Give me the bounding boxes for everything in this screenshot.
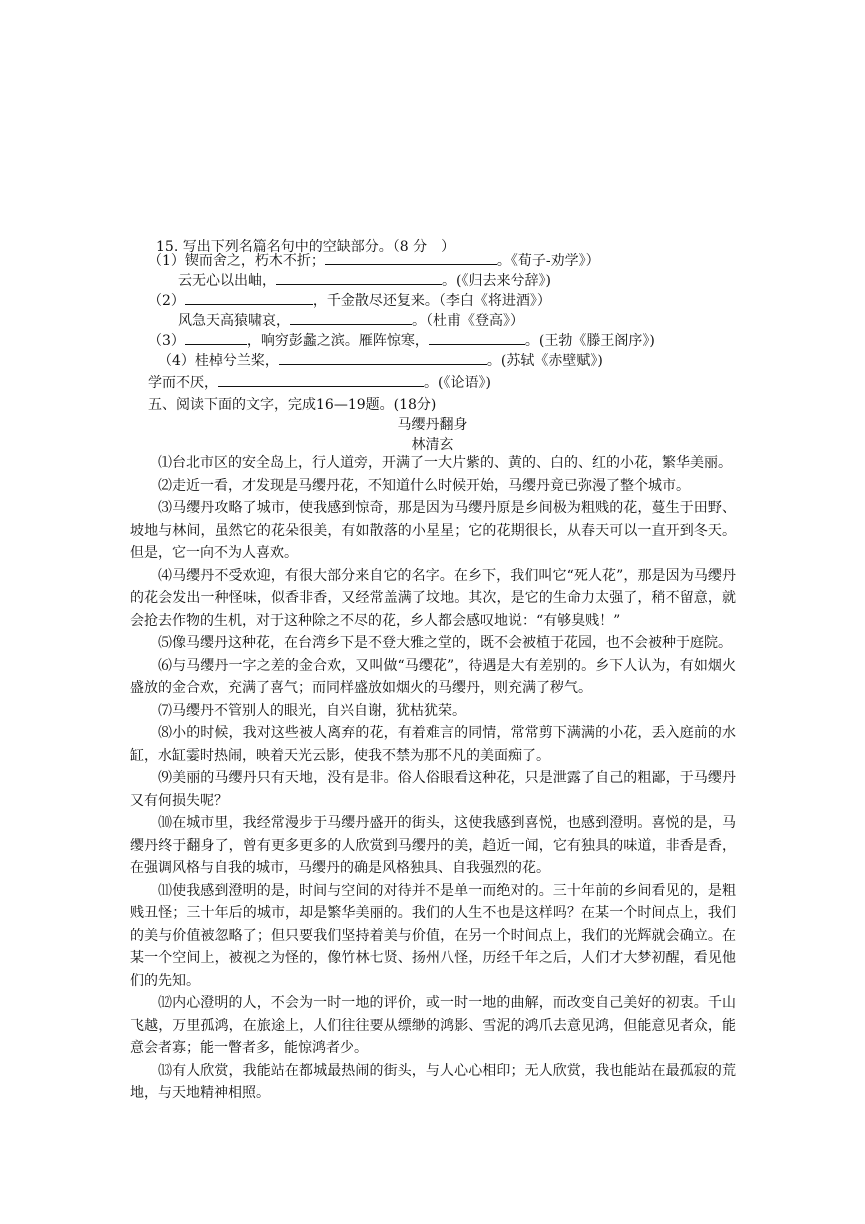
fill-item-2-prefix: 云无心以出岫， bbox=[178, 273, 276, 289]
answer-blank[interactable] bbox=[325, 250, 497, 265]
paragraph: ⑺马缨丹不管别人的眼光，自兴自谢，犹枯犹荣。 bbox=[158, 702, 466, 719]
fill-item-5-suffix: 。(王勃《滕王阁序》) bbox=[524, 333, 655, 349]
fill-item-6 bbox=[158, 350, 603, 371]
paragraph: ⑽在城市里，我经常漫步于马缨丹盛开的街头，这使我感到喜悦，也感到澄明。喜悦的是，马缨丹终于翻身了，曾有更多更多的人欣赏到马缨丹的美，趋近一闻，它有独具的味道，非香是香，在强调风格与自我的城市，马缨丹的确是风格独具、自我强烈的花。 bbox=[130, 815, 736, 876]
fill-item-4 bbox=[178, 310, 524, 331]
paragraph: ⑵走近一看，才发现是马缨丹花，不知道什么时候开始，马缨丹竟已弥漫了整个城市。 bbox=[158, 477, 690, 494]
answer-blank[interactable] bbox=[276, 270, 442, 285]
fill-item-3-prefix: （2） bbox=[148, 293, 185, 309]
paragraph: ⒀有人欣赏，我能站在都城最热闹的街头，与人心心相印；无人欣赏，我也能站在最孤寂的荒地，与天地精神相照。 bbox=[130, 1062, 736, 1101]
fill-item-1-prefix: （1）锲而舍之，朽木不折； bbox=[148, 253, 325, 269]
answer-blank[interactable] bbox=[218, 372, 424, 387]
fill-item-5-middle: ，响穷彭蠡之滨。雁阵惊寒， bbox=[246, 333, 429, 349]
paragraph: ⑾使我感到澄明的是，时间与空间的对待并不是单一而绝对的。三十年前的乡间看见的，是粗贱丑怪；三十年后的城市，却是繁华美丽的。我们的人生不也是这样吗？在某一个时间点上，我们的美与价值被忽略了；但只要我们坚持着美与价值，在另一个时间点上，我们的光辉就会确立。在某一个空间上，被视之为怪的，像竹林七贤、扬州八怪，历经千年之后，人们才大梦初醒，看见他们的先知。 bbox=[130, 882, 736, 989]
fill-item-2 bbox=[178, 270, 551, 291]
fill-item-4-prefix: 风急天高猿啸哀， bbox=[178, 313, 290, 329]
answer-blank[interactable] bbox=[429, 330, 525, 345]
fill-item-7 bbox=[148, 372, 491, 393]
fill-item-5-prefix: （3） bbox=[148, 333, 185, 349]
paragraph: ⑴台北市区的安全岛上，行人道旁，开满了一大片紫的、黄的、白的、红的小花，繁华美丽。 bbox=[158, 455, 732, 471]
answer-blank[interactable] bbox=[185, 330, 247, 345]
article-title: 马缨丹翻身 bbox=[397, 417, 468, 433]
fill-item-1-suffix: 。《荀子-劝学》） bbox=[496, 253, 600, 269]
fill-item-5 bbox=[148, 330, 655, 351]
paragraph: ⑶马缨丹攻略了城市，使我感到惊奇，那是因为马缨丹原是乡间极为粗贱的花，蔓生于田野、坡地与林间，虽然它的花朵很美，有如散落的小星星；它的花期很长，从春天可以一直开到冬天。但是，它一向不为人喜欢。 bbox=[130, 500, 736, 561]
fill-item-7-suffix: 。(《论语》) bbox=[424, 375, 491, 391]
paragraph: ⑻小的时候，我对这些被人离弃的花，有着难言的同情，常常剪下满满的小花，丢入庭前的水缸，水缸霎时热闹，映着天光云影，使我不禁为那不凡的美面痴了。 bbox=[130, 725, 736, 764]
paragraph: ⑸像马缨丹这种花，在台湾乡下是不登大雅之堂的，既不会被植于花园，也不会被种于庭院。 bbox=[158, 635, 732, 651]
fill-item-3-suffix: ，千金散尽还复来。（李白《将进酒》） bbox=[312, 293, 551, 309]
fill-item-2-suffix: 。(《归去来兮辞》) bbox=[442, 273, 551, 289]
paragraph: ⑹与马缨丹一字之差的金合欢，又叫做“马缨花”，待遇是大有差别的。乡下人认为，有如烟火盛放的金合欢，充满了喜气；而同样盛放如烟火的马缨丹，则充满了秽气。 bbox=[130, 657, 736, 696]
answer-blank[interactable] bbox=[279, 350, 487, 365]
fill-item-6-suffix: 。(苏轼《赤壁赋》) bbox=[486, 353, 603, 369]
paragraph: ⑷马缨丹不受欢迎，有很大部分来自它的名字。在乡下，我们叫它“死人花”，那是因为马缨丹的花会发出一种怪味，似香非香，又经常盖满了坟地。其次，是它的生命力太强了，稍不留意，就会抢去作物的生机，对于这种除之不尽的花，乡人都会感叹地说：“有够臭贱！” bbox=[130, 567, 736, 629]
fill-item-3 bbox=[148, 290, 551, 311]
fill-item-4-suffix: 。（杜甫《登高》） bbox=[412, 313, 524, 329]
article-body bbox=[130, 452, 736, 1105]
answer-blank[interactable] bbox=[185, 290, 313, 305]
answer-blank[interactable] bbox=[290, 310, 412, 325]
paragraph: ⑼美丽的马缨丹只有天地，没有是非。俗人俗眼看这种花，只是泄露了自己的粗鄙，于马缨丹又有何损失呢？ bbox=[130, 770, 736, 809]
fill-item-1 bbox=[148, 250, 600, 271]
question-15-heading: 15. 写出下列名篇名句中的空缺部分。（8 分 ） bbox=[156, 239, 456, 255]
fill-item-6-prefix: （4）桂棹兮兰桨， bbox=[158, 353, 279, 369]
section-5-heading: 五、阅读下面的文字，完成16—19题。(18分) bbox=[148, 397, 437, 413]
fill-item-7-prefix: 学而不厌， bbox=[148, 375, 218, 391]
article-author: 林清玄 bbox=[411, 437, 454, 453]
paragraph: ⑿内心澄明的人，不会为一时一地的评价，或一时一地的曲解，而改变自己美好的初衷。千山飞越，万里孤鸿，在旅途上，人们往往要从缥缈的鸿影、雪泥的鸿爪去意见鸿，但能意见者众，能意会者寡；能一瞥者多，能惊鸿者少。 bbox=[130, 995, 736, 1056]
